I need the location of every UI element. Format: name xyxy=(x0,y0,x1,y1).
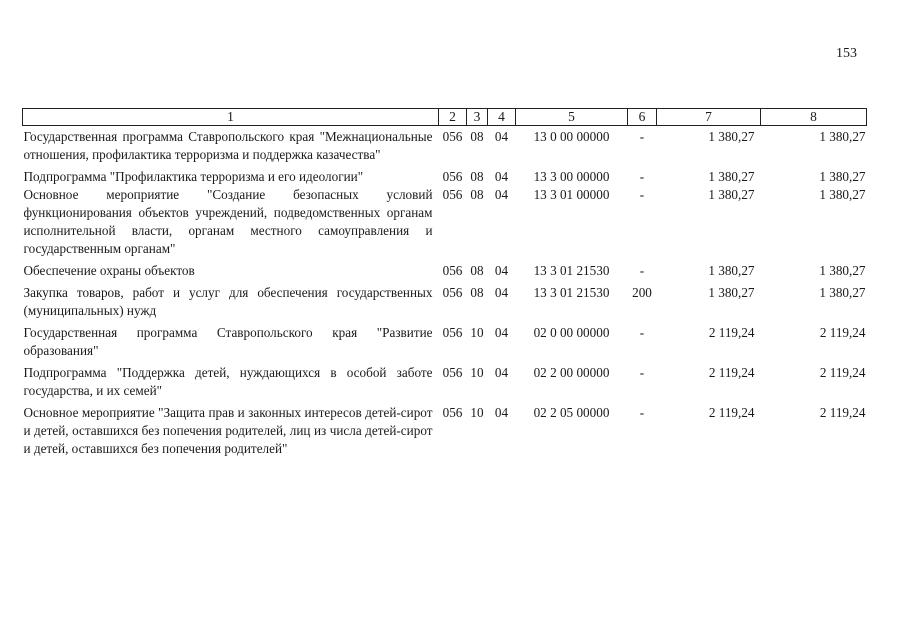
column-header: 4 xyxy=(488,109,516,126)
row-section-code: 08 xyxy=(470,187,484,202)
row-amount-col7: 1 380,27 xyxy=(708,285,755,300)
row-expense-type: - xyxy=(639,365,645,380)
column-number-header-row xyxy=(23,109,867,126)
row-subsection-code: 04 xyxy=(494,325,509,340)
column-header: 7 xyxy=(657,109,761,126)
row-subsection-code: 04 xyxy=(494,285,509,300)
page-number: 153 xyxy=(836,46,857,61)
row-target-code: 02 2 00 00000 xyxy=(533,365,610,380)
table-row xyxy=(23,126,867,169)
row-ved-code: 056 xyxy=(442,285,463,300)
row-target-code: 13 3 01 21530 xyxy=(533,285,610,300)
row-subsection-code: 04 xyxy=(494,169,509,184)
row-target-code: 13 3 01 00000 xyxy=(533,187,610,202)
row-target-code: 13 0 00 00000 xyxy=(533,129,610,144)
row-amount-col7: 1 380,27 xyxy=(708,263,755,278)
row-ved-code: 056 xyxy=(442,169,463,184)
table-row xyxy=(23,186,867,262)
row-target-code: 13 3 00 00000 xyxy=(533,169,610,184)
column-header: 5 xyxy=(516,109,628,126)
row-section-code: 10 xyxy=(470,365,484,380)
row-section-code: 08 xyxy=(470,129,484,144)
column-header: 2 xyxy=(439,109,467,126)
row-amount-col7: 2 119,24 xyxy=(708,405,755,420)
row-name: Государственная программа Ставропольского края "Межнациональные отношения, профилактика терроризма и поддержка казачества" xyxy=(23,129,433,162)
table-row xyxy=(23,168,867,186)
row-expense-type: - xyxy=(639,187,645,202)
row-amount-col7: 2 119,24 xyxy=(708,365,755,380)
row-section-code: 10 xyxy=(470,405,484,420)
row-amount-col8: 1 380,27 xyxy=(819,187,866,202)
row-section-code: 08 xyxy=(470,169,484,184)
row-expense-type: - xyxy=(639,325,645,340)
row-amount-col8: 2 119,24 xyxy=(819,365,866,380)
row-ved-code: 056 xyxy=(442,263,463,278)
column-header: 8 xyxy=(761,109,867,126)
column-header: 6 xyxy=(628,109,657,126)
row-target-code: 13 3 01 21530 xyxy=(533,263,610,278)
row-section-code: 10 xyxy=(470,325,484,340)
row-name: Основное мероприятие "Защита прав и законных интересов детей-сирот и детей, оставшихся без попечения родителей, лиц из числа детей-сирот и детей, оставшихся без попечения родителей" xyxy=(23,405,433,456)
budget-table xyxy=(22,108,867,458)
row-name: Государственная программа Ставропольского края "Развитие образования" xyxy=(23,325,433,358)
row-ved-code: 056 xyxy=(442,405,463,420)
row-subsection-code: 04 xyxy=(494,129,509,144)
row-amount-col8: 1 380,27 xyxy=(819,169,866,184)
row-name: Основное мероприятие "Создание безопасных условий функционирования объектов учреждений, подведомственных органам исполнительной власти, органам местного самоуправления и государственным органам" xyxy=(23,187,433,256)
row-ved-code: 056 xyxy=(442,325,463,340)
row-ved-code: 056 xyxy=(442,365,463,380)
table-row xyxy=(23,364,867,404)
row-ved-code: 056 xyxy=(442,129,463,144)
row-expense-type: - xyxy=(639,263,645,278)
column-header: 3 xyxy=(467,109,488,126)
row-subsection-code: 04 xyxy=(494,187,509,202)
row-expense-type: - xyxy=(639,129,645,144)
row-amount-col8: 2 119,24 xyxy=(819,405,866,420)
row-amount-col7: 1 380,27 xyxy=(708,129,755,144)
row-section-code: 08 xyxy=(470,263,484,278)
table-row xyxy=(23,284,867,324)
table-row xyxy=(23,324,867,364)
row-name: Закупка товаров, работ и услуг для обеспечения государственных (муниципальных) нужд xyxy=(23,285,433,318)
row-amount-col7: 1 380,27 xyxy=(708,187,755,202)
row-amount-col7: 1 380,27 xyxy=(708,169,755,184)
row-amount-col8: 1 380,27 xyxy=(819,263,866,278)
row-target-code: 02 0 00 00000 xyxy=(533,325,610,340)
row-expense-type: - xyxy=(639,405,645,420)
row-name: Обеспечение охраны объектов xyxy=(23,263,195,278)
row-target-code: 02 2 05 00000 xyxy=(533,405,610,420)
row-expense-type: - xyxy=(639,169,645,184)
row-subsection-code: 04 xyxy=(494,263,509,278)
row-subsection-code: 04 xyxy=(494,365,509,380)
row-ved-code: 056 xyxy=(442,187,463,202)
row-section-code: 08 xyxy=(470,285,484,300)
row-name: Подпрограмма "Профилактика терроризма и его идеологии" xyxy=(23,169,364,184)
row-amount-col8: 2 119,24 xyxy=(819,325,866,340)
row-amount-col8: 1 380,27 xyxy=(819,129,866,144)
table-row xyxy=(23,404,867,458)
row-amount-col8: 1 380,27 xyxy=(819,285,866,300)
row-subsection-code: 04 xyxy=(494,405,509,420)
row-name: Подпрограмма "Поддержка детей, нуждающихся в особой заботе государства, и их семей" xyxy=(23,365,433,398)
row-amount-col7: 2 119,24 xyxy=(708,325,755,340)
row-expense-type: 200 xyxy=(632,285,652,300)
table-row xyxy=(23,262,867,284)
column-header: 1 xyxy=(23,109,439,126)
